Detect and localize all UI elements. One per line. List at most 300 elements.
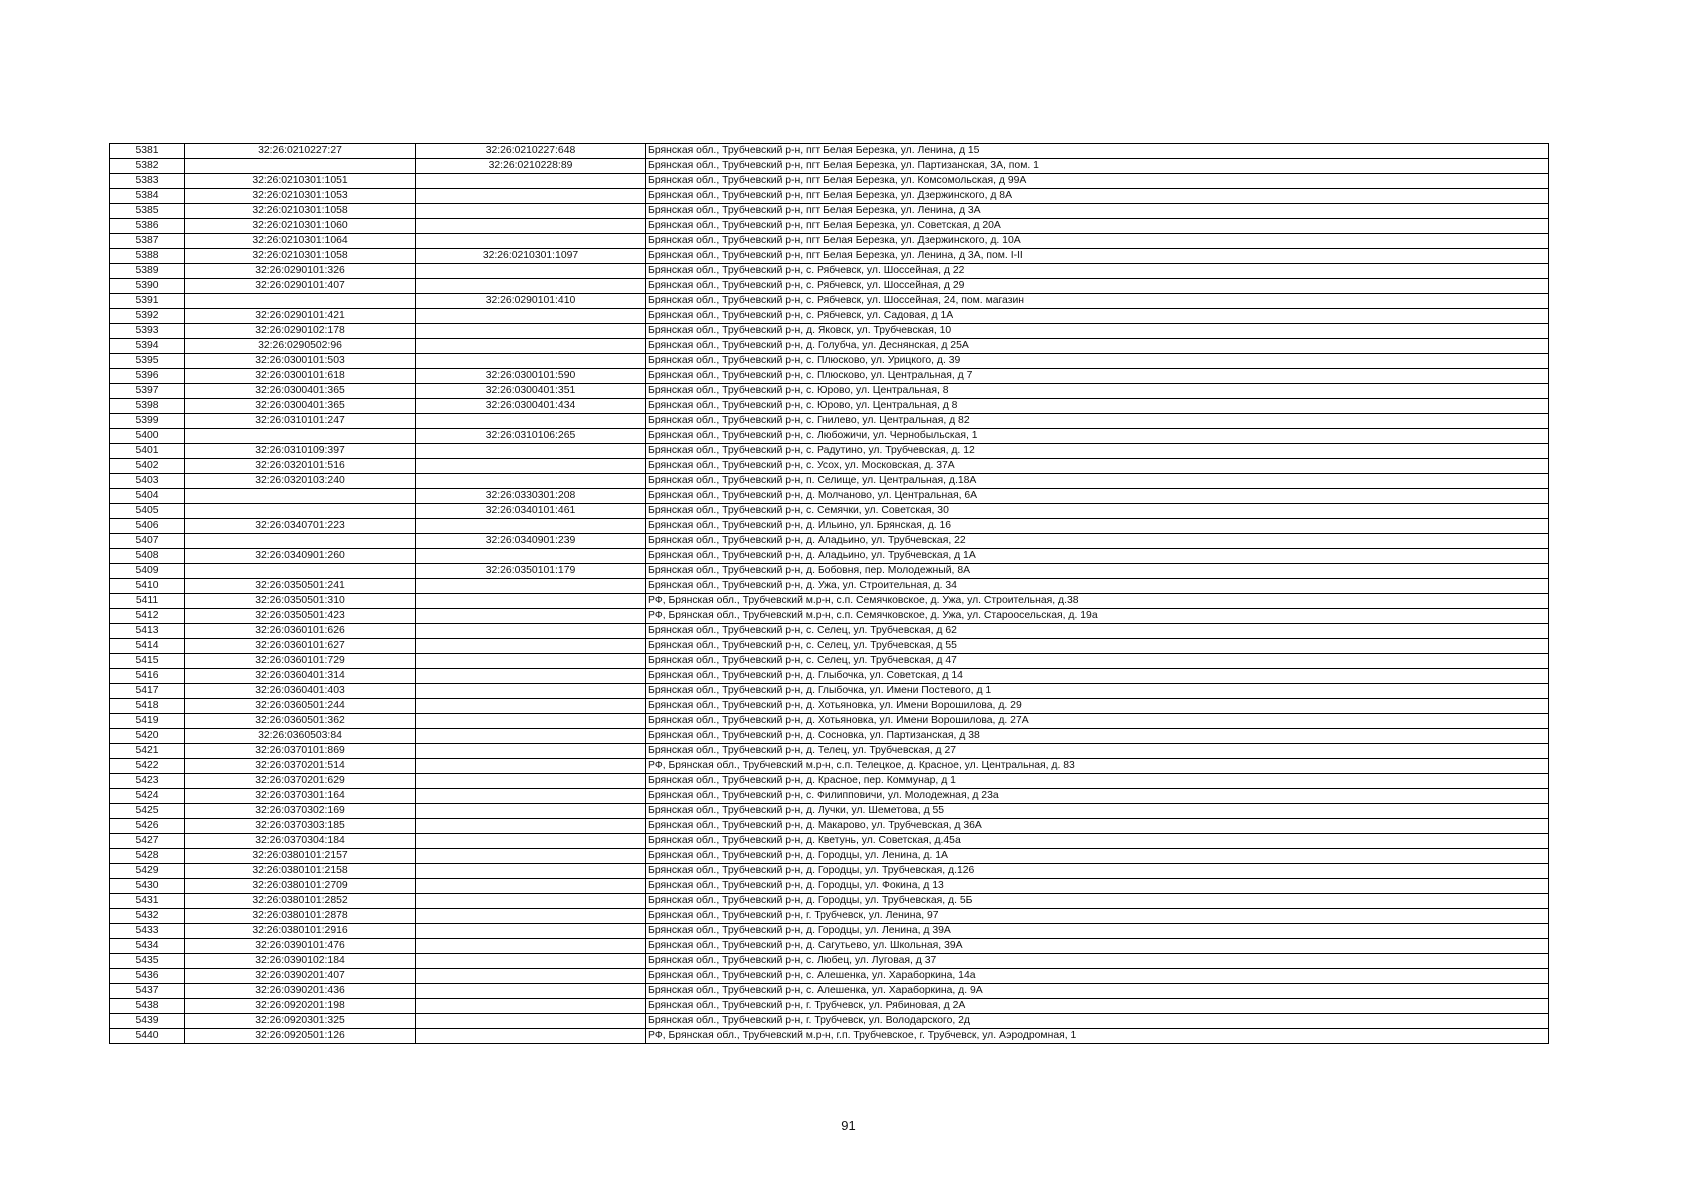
premises-cadastral-number-cell [416,894,646,909]
table-row [110,759,1549,774]
cadastral-number-cell: 32:26:0370302:169 [185,804,416,819]
table-row [110,774,1549,789]
table-row [110,564,1549,579]
table-row [110,384,1549,399]
row-number-cell: 5435 [110,954,185,969]
cadastral-number-cell: 32:26:0380101:2878 [185,909,416,924]
row-number-cell: 5383 [110,174,185,189]
address-cell: Брянская обл., Трубчевский р-н, д. Телец, ул. Трубчевская, д 27 [646,744,1549,759]
premises-cadastral-number-cell [416,939,646,954]
row-number-cell: 5439 [110,1014,185,1029]
address-cell: Брянская обл., Трубчевский р-н, пгт Белая Березка, ул. Ленина, д 15 [646,144,1549,159]
table-row [110,234,1549,249]
table-row [110,714,1549,729]
address-cell: Брянская обл., Трубчевский р-н, с. Рябчевск, ул. Шоссейная, 24, пом. магазин [646,294,1549,309]
address-cell: Брянская обл., Трубчевский р-н, с. Любец, ул. Луговая, д 37 [646,954,1549,969]
table-row [110,174,1549,189]
cadastral-number-cell [185,489,416,504]
address-cell: Брянская обл., Трубчевский р-н, с. Усох, ул. Московская, д. 37А [646,459,1549,474]
table-row [110,1029,1549,1044]
row-number-cell: 5400 [110,429,185,444]
cadastral-number-cell: 32:26:0360503:84 [185,729,416,744]
premises-cadastral-number-cell [416,594,646,609]
row-number-cell: 5413 [110,624,185,639]
cadastral-number-cell: 32:26:0380101:2158 [185,864,416,879]
premises-cadastral-number-cell [416,174,646,189]
property-registry-table [109,143,1549,1044]
address-cell: Брянская обл., Трубчевский р-н, д. Голубча, ул. Деснянская, д 25А [646,339,1549,354]
address-cell: Брянская обл., Трубчевский р-н, д. Глыбочка, ул. Советская, д 14 [646,669,1549,684]
address-cell: Брянская обл., Трубчевский р-н, с. Алешенка, ул. Хараборкина, д. 9А [646,984,1549,999]
row-number-cell: 5381 [110,144,185,159]
premises-cadastral-number-cell [416,639,646,654]
cadastral-number-cell: 32:26:0320101:516 [185,459,416,474]
row-number-cell: 5421 [110,744,185,759]
cadastral-number-cell: 32:26:0310109:397 [185,444,416,459]
table-row [110,279,1549,294]
address-cell: Брянская обл., Трубчевский р-н, с. Гнилево, ул. Центральная, д 82 [646,414,1549,429]
table-row [110,864,1549,879]
row-number-cell: 5426 [110,819,185,834]
page-number: 91 [841,1118,856,1133]
table-row [110,669,1549,684]
table-row [110,204,1549,219]
table-row [110,504,1549,519]
cadastral-number-cell [185,534,416,549]
row-number-cell: 5425 [110,804,185,819]
address-cell: Брянская обл., Трубчевский р-н, д. Городцы, ул. Трубчевская, д.126 [646,864,1549,879]
row-number-cell: 5408 [110,549,185,564]
address-cell: Брянская обл., Трубчевский р-н, д. Городцы, ул. Ленина, д. 1А [646,849,1549,864]
table-row [110,534,1549,549]
address-cell: Брянская обл., Трубчевский р-н, пгт Белая Березка, ул. Ленина, д 3А, пом. I-II [646,249,1549,264]
table-row [110,744,1549,759]
premises-cadastral-number-cell: 32:26:0210301:1097 [416,249,646,264]
row-number-cell: 5412 [110,609,185,624]
premises-cadastral-number-cell: 32:26:0300101:590 [416,369,646,384]
row-number-cell: 5392 [110,309,185,324]
cadastral-number-cell: 32:26:0370201:629 [185,774,416,789]
row-number-cell: 5419 [110,714,185,729]
row-number-cell: 5409 [110,564,185,579]
cadastral-number-cell: 32:26:0340901:260 [185,549,416,564]
row-number-cell: 5382 [110,159,185,174]
row-number-cell: 5384 [110,189,185,204]
address-cell: Брянская обл., Трубчевский р-н, с. Селец, ул. Трубчевская, д 62 [646,624,1549,639]
row-number-cell: 5396 [110,369,185,384]
address-cell: Брянская обл., Трубчевский р-н, д. Городцы, ул. Ленина, д 39А [646,924,1549,939]
premises-cadastral-number-cell [416,579,646,594]
cadastral-number-cell: 32:26:0920501:126 [185,1029,416,1044]
row-number-cell: 5398 [110,399,185,414]
premises-cadastral-number-cell [416,189,646,204]
row-number-cell: 5387 [110,234,185,249]
row-number-cell: 5388 [110,249,185,264]
table-row [110,789,1549,804]
row-number-cell: 5410 [110,579,185,594]
premises-cadastral-number-cell [416,954,646,969]
cadastral-number-cell: 32:26:0390201:407 [185,969,416,984]
table-row [110,954,1549,969]
address-cell: Брянская обл., Трубчевский р-н, д. Городцы, ул. Трубчевская, д. 5Б [646,894,1549,909]
address-cell: Брянская обл., Трубчевский р-н, г. Трубчевск, ул. Володарского, 2д [646,1014,1549,1029]
address-cell: Брянская обл., Трубчевский р-н, с. Селец, ул. Трубчевская, д 47 [646,654,1549,669]
row-number-cell: 5420 [110,729,185,744]
premises-cadastral-number-cell [416,1014,646,1029]
row-number-cell: 5399 [110,414,185,429]
address-cell: Брянская обл., Трубчевский р-н, с. Радутино, ул. Трубчевская, д. 12 [646,444,1549,459]
table-row [110,309,1549,324]
premises-cadastral-number-cell [416,624,646,639]
premises-cadastral-number-cell [416,834,646,849]
cadastral-number-cell [185,294,416,309]
address-cell: Брянская обл., Трубчевский р-н, д. Городцы, ул. Фокина, д 13 [646,879,1549,894]
address-cell: Брянская обл., Трубчевский р-н, с. Алешенка, ул. Хараборкина, 14а [646,969,1549,984]
address-cell: Брянская обл., Трубчевский р-н, пгт Белая Березка, ул. Ленина, д 3А [646,204,1549,219]
premises-cadastral-number-cell [416,279,646,294]
row-number-cell: 5423 [110,774,185,789]
cadastral-number-cell: 32:26:0370101:869 [185,744,416,759]
premises-cadastral-number-cell [416,669,646,684]
address-cell: Брянская обл., Трубчевский р-н, с. Плюсково, ул. Центральная, д 7 [646,369,1549,384]
row-number-cell: 5406 [110,519,185,534]
premises-cadastral-number-cell [416,519,646,534]
row-number-cell: 5393 [110,324,185,339]
address-cell: Брянская обл., Трубчевский р-н, пгт Белая Березка, ул. Советская, д 20А [646,219,1549,234]
cadastral-number-cell: 32:26:0290502:96 [185,339,416,354]
table-row [110,909,1549,924]
cadastral-number-cell: 32:26:0210301:1051 [185,174,416,189]
cadastral-number-cell: 32:26:0370303:185 [185,819,416,834]
address-cell: РФ, Брянская обл., Трубчевский м.р-н, с.п. Семячковское, д. Ужа, ул. Строительная, д.38 [646,594,1549,609]
premises-cadastral-number-cell: 32:26:0300401:434 [416,399,646,414]
row-number-cell: 5422 [110,759,185,774]
premises-cadastral-number-cell [416,879,646,894]
address-cell: Брянская обл., Трубчевский р-н, д. Макарово, ул. Трубчевская, д 36А [646,819,1549,834]
premises-cadastral-number-cell [416,804,646,819]
table-row [110,729,1549,744]
premises-cadastral-number-cell [416,459,646,474]
premises-cadastral-number-cell [416,1029,646,1044]
address-cell: РФ, Брянская обл., Трубчевский м.р-н, с.п. Телецкое, д. Красное, ул. Центральная, д. 83 [646,759,1549,774]
cadastral-number-cell: 32:26:0300401:365 [185,399,416,414]
table-row [110,489,1549,504]
premises-cadastral-number-cell [416,699,646,714]
premises-cadastral-number-cell [416,414,646,429]
table-row [110,294,1549,309]
table-row [110,699,1549,714]
table-row [110,624,1549,639]
address-cell: Брянская обл., Трубчевский р-н, д. Аладьино, ул. Трубчевская, д 1А [646,549,1549,564]
premises-cadastral-number-cell [416,969,646,984]
premises-cadastral-number-cell [416,984,646,999]
address-cell: Брянская обл., Трубчевский р-н, с. Рябчевск, ул. Садовая, д 1А [646,309,1549,324]
cadastral-number-cell: 32:26:0210227:27 [185,144,416,159]
address-cell: Брянская обл., Трубчевский р-н, с. Рябчевск, ул. Шоссейная, д 29 [646,279,1549,294]
table-row [110,819,1549,834]
table-row [110,429,1549,444]
premises-cadastral-number-cell: 32:26:0340101:461 [416,504,646,519]
address-cell: Брянская обл., Трубчевский р-н, пгт Белая Березка, ул. Дзержинского, д 8А [646,189,1549,204]
cadastral-number-cell: 32:26:0370301:164 [185,789,416,804]
premises-cadastral-number-cell [416,684,646,699]
table-row [110,939,1549,954]
premises-cadastral-number-cell: 32:26:0340901:239 [416,534,646,549]
cadastral-number-cell: 32:26:0360401:314 [185,669,416,684]
premises-cadastral-number-cell [416,789,646,804]
cadastral-number-cell: 32:26:0920301:325 [185,1014,416,1029]
table-row [110,414,1549,429]
row-number-cell: 5405 [110,504,185,519]
premises-cadastral-number-cell [416,759,646,774]
row-number-cell: 5411 [110,594,185,609]
cadastral-number-cell: 32:26:0370304:184 [185,834,416,849]
address-cell: Брянская обл., Трубчевский р-н, п. Селище, ул. Центральная, д.18А [646,474,1549,489]
premises-cadastral-number-cell [416,744,646,759]
row-number-cell: 5418 [110,699,185,714]
cadastral-number-cell: 32:26:0380101:2916 [185,924,416,939]
cadastral-number-cell: 32:26:0390201:436 [185,984,416,999]
row-number-cell: 5429 [110,864,185,879]
table-row [110,474,1549,489]
table-row [110,594,1549,609]
address-cell: РФ, Брянская обл., Трубчевский м.р-н, г.п. Трубчевское, г. Трубчевск, ул. Аэродромная, 1 [646,1029,1549,1044]
premises-cadastral-number-cell [416,474,646,489]
row-number-cell: 5397 [110,384,185,399]
row-number-cell: 5389 [110,264,185,279]
cadastral-number-cell: 32:26:0290101:326 [185,264,416,279]
cadastral-number-cell: 32:26:0380101:2852 [185,894,416,909]
row-number-cell: 5402 [110,459,185,474]
cadastral-number-cell: 32:26:0300101:618 [185,369,416,384]
cadastral-number-cell: 32:26:0360401:403 [185,684,416,699]
table-row [110,969,1549,984]
address-cell: Брянская обл., Трубчевский р-н, д. Сагутьево, ул. Школьная, 39А [646,939,1549,954]
premises-cadastral-number-cell [416,774,646,789]
address-cell: Брянская обл., Трубчевский р-н, пгт Белая Березка, ул. Комсомольская, д 99А [646,174,1549,189]
table-row [110,804,1549,819]
cadastral-number-cell: 32:26:0370201:514 [185,759,416,774]
address-cell: Брянская обл., Трубчевский р-н, д. Кветунь, ул. Советская, д.45а [646,834,1549,849]
premises-cadastral-number-cell [416,549,646,564]
row-number-cell: 5430 [110,879,185,894]
address-cell: Брянская обл., Трубчевский р-н, д. Ильино, ул. Брянская, д. 16 [646,519,1549,534]
cadastral-number-cell: 32:26:0360501:362 [185,714,416,729]
address-cell: Брянская обл., Трубчевский р-н, д. Сосновка, ул. Партизанская, д 38 [646,729,1549,744]
premises-cadastral-number-cell: 32:26:0210227:648 [416,144,646,159]
address-cell: Брянская обл., Трубчевский р-н, с. Филипповичи, ул. Молодежная, д 23а [646,789,1549,804]
table-row [110,159,1549,174]
row-number-cell: 5416 [110,669,185,684]
address-cell: Брянская обл., Трубчевский р-н, с. Селец, ул. Трубчевская, д 55 [646,639,1549,654]
address-cell: Брянская обл., Трубчевский р-н, д. Глыбочка, ул. Имени Постевого, д 1 [646,684,1549,699]
row-number-cell: 5386 [110,219,185,234]
row-number-cell: 5432 [110,909,185,924]
table-row [110,1014,1549,1029]
premises-cadastral-number-cell [416,924,646,939]
premises-cadastral-number-cell [416,264,646,279]
cadastral-number-cell: 32:26:0210301:1064 [185,234,416,249]
row-number-cell: 5431 [110,894,185,909]
address-cell: Брянская обл., Трубчевский р-н, с. Юрово, ул. Центральная, д 8 [646,399,1549,414]
table-row [110,579,1549,594]
table-row [110,444,1549,459]
row-number-cell: 5394 [110,339,185,354]
cadastral-number-cell: 32:26:0210301:1058 [185,249,416,264]
cadastral-number-cell: 32:26:0360101:626 [185,624,416,639]
premises-cadastral-number-cell [416,714,646,729]
premises-cadastral-number-cell [416,339,646,354]
address-cell: Брянская обл., Трубчевский р-н, д. Бобовня, пер. Молодежный, 8А [646,564,1549,579]
cadastral-number-cell: 32:26:0360501:244 [185,699,416,714]
table-row [110,609,1549,624]
row-number-cell: 5436 [110,969,185,984]
row-number-cell: 5424 [110,789,185,804]
table-row [110,459,1549,474]
premises-cadastral-number-cell [416,849,646,864]
table-row [110,249,1549,264]
row-number-cell: 5404 [110,489,185,504]
registry-body [110,144,1549,1044]
address-cell: Брянская обл., Трубчевский р-н, д. Яковск, ул. Трубчевская, 10 [646,324,1549,339]
address-cell: Брянская обл., Трубчевский р-н, с. Юрово, ул. Центральная, 8 [646,384,1549,399]
cadastral-number-cell: 32:26:0920201:198 [185,999,416,1014]
cadastral-number-cell [185,429,416,444]
cadastral-number-cell: 32:26:0210301:1060 [185,219,416,234]
premises-cadastral-number-cell [416,654,646,669]
premises-cadastral-number-cell [416,204,646,219]
table-row [110,354,1549,369]
address-cell: Брянская обл., Трубчевский р-н, пгт Белая Березка, ул. Партизанская, 3А, пом. 1 [646,159,1549,174]
table-row [110,999,1549,1014]
premises-cadastral-number-cell [416,729,646,744]
address-cell: Брянская обл., Трубчевский р-н, г. Трубчевск, ул. Ленина, 97 [646,909,1549,924]
premises-cadastral-number-cell [416,819,646,834]
row-number-cell: 5385 [110,204,185,219]
cadastral-number-cell: 32:26:0380101:2709 [185,879,416,894]
row-number-cell: 5427 [110,834,185,849]
premises-cadastral-number-cell: 32:26:0350101:179 [416,564,646,579]
premises-cadastral-number-cell: 32:26:0210228:89 [416,159,646,174]
address-cell: Брянская обл., Трубчевский р-н, д. Молчаново, ул. Центральная, 6А [646,489,1549,504]
premises-cadastral-number-cell: 32:26:0290101:410 [416,294,646,309]
cadastral-number-cell: 32:26:0340701:223 [185,519,416,534]
premises-cadastral-number-cell [416,444,646,459]
address-cell: Брянская обл., Трубчевский р-н, с. Рябчевск, ул. Шоссейная, д 22 [646,264,1549,279]
row-number-cell: 5440 [110,1029,185,1044]
cadastral-number-cell: 32:26:0210301:1053 [185,189,416,204]
address-cell: Брянская обл., Трубчевский р-н, с. Семячки, ул. Советская, 30 [646,504,1549,519]
table-row [110,849,1549,864]
premises-cadastral-number-cell [416,309,646,324]
table-row [110,549,1549,564]
table-row [110,369,1549,384]
cadastral-number-cell: 32:26:0360101:627 [185,639,416,654]
table-row [110,144,1549,159]
row-number-cell: 5437 [110,984,185,999]
premises-cadastral-number-cell [416,909,646,924]
cadastral-number-cell: 32:26:0290101:421 [185,309,416,324]
cadastral-number-cell [185,564,416,579]
table-row [110,879,1549,894]
premises-cadastral-number-cell [416,999,646,1014]
row-number-cell: 5414 [110,639,185,654]
cadastral-number-cell: 32:26:0380101:2157 [185,849,416,864]
cadastral-number-cell: 32:26:0310101:247 [185,414,416,429]
row-number-cell: 5438 [110,999,185,1014]
cadastral-number-cell: 32:26:0290101:407 [185,279,416,294]
table-row [110,639,1549,654]
cadastral-number-cell: 32:26:0390102:184 [185,954,416,969]
row-number-cell: 5417 [110,684,185,699]
row-number-cell: 5395 [110,354,185,369]
address-cell: Брянская обл., Трубчевский р-н, г. Трубчевск, ул. Рябиновая, д 2А [646,999,1549,1014]
premises-cadastral-number-cell [416,609,646,624]
address-cell: Брянская обл., Трубчевский р-н, д. Лучки, ул. Шеметова, д 55 [646,804,1549,819]
premises-cadastral-number-cell [416,219,646,234]
address-cell: Брянская обл., Трубчевский р-н, с. Любожичи, ул. Чернобыльская, 1 [646,429,1549,444]
address-cell: Брянская обл., Трубчевский р-н, с. Плюсково, ул. Урицкого, д. 39 [646,354,1549,369]
table-row [110,519,1549,534]
table-row [110,684,1549,699]
table-row [110,924,1549,939]
table-row [110,894,1549,909]
row-number-cell: 5433 [110,924,185,939]
cadastral-number-cell: 32:26:0300401:365 [185,384,416,399]
row-number-cell: 5403 [110,474,185,489]
row-number-cell: 5428 [110,849,185,864]
premises-cadastral-number-cell: 32:26:0330301:208 [416,489,646,504]
premises-cadastral-number-cell [416,234,646,249]
address-cell: Брянская обл., Трубчевский р-н, д. Хотьяновка, ул. Имени Ворошилова, д. 27А [646,714,1549,729]
cadastral-number-cell: 32:26:0360101:729 [185,654,416,669]
row-number-cell: 5434 [110,939,185,954]
table-row [110,984,1549,999]
table-row [110,219,1549,234]
table-row [110,324,1549,339]
row-number-cell: 5391 [110,294,185,309]
cadastral-number-cell: 32:26:0320103:240 [185,474,416,489]
table-row [110,834,1549,849]
address-cell: Брянская обл., Трубчевский р-н, пгт Белая Березка, ул. Дзержинского, д. 10А [646,234,1549,249]
row-number-cell: 5390 [110,279,185,294]
address-cell: Брянская обл., Трубчевский р-н, д. Ужа, ул. Строительная, д. 34 [646,579,1549,594]
premises-cadastral-number-cell [416,864,646,879]
table-row [110,189,1549,204]
row-number-cell: 5401 [110,444,185,459]
premises-cadastral-number-cell [416,354,646,369]
address-cell: Брянская обл., Трубчевский р-н, д. Хотьяновка, ул. Имени Ворошилова, д. 29 [646,699,1549,714]
table-row [110,654,1549,669]
premises-cadastral-number-cell [416,324,646,339]
table-row [110,339,1549,354]
cadastral-number-cell: 32:26:0350501:241 [185,579,416,594]
premises-cadastral-number-cell: 32:26:0310106:265 [416,429,646,444]
cadastral-number-cell: 32:26:0210301:1058 [185,204,416,219]
address-cell: Брянская обл., Трубчевский р-н, д. Красное, пер. Коммунар, д 1 [646,774,1549,789]
cadastral-number-cell: 32:26:0390101:476 [185,939,416,954]
cadastral-number-cell: 32:26:0290102:178 [185,324,416,339]
row-number-cell: 5415 [110,654,185,669]
cadastral-number-cell: 32:26:0300101:503 [185,354,416,369]
cadastral-number-cell [185,159,416,174]
cadastral-number-cell [185,504,416,519]
row-number-cell: 5407 [110,534,185,549]
address-cell: РФ, Брянская обл., Трубчевский м.р-н, с.п. Семячковское, д. Ужа, ул. Староосельская, д. 19а [646,609,1549,624]
table-row [110,264,1549,279]
table-row [110,399,1549,414]
premises-cadastral-number-cell: 32:26:0300401:351 [416,384,646,399]
